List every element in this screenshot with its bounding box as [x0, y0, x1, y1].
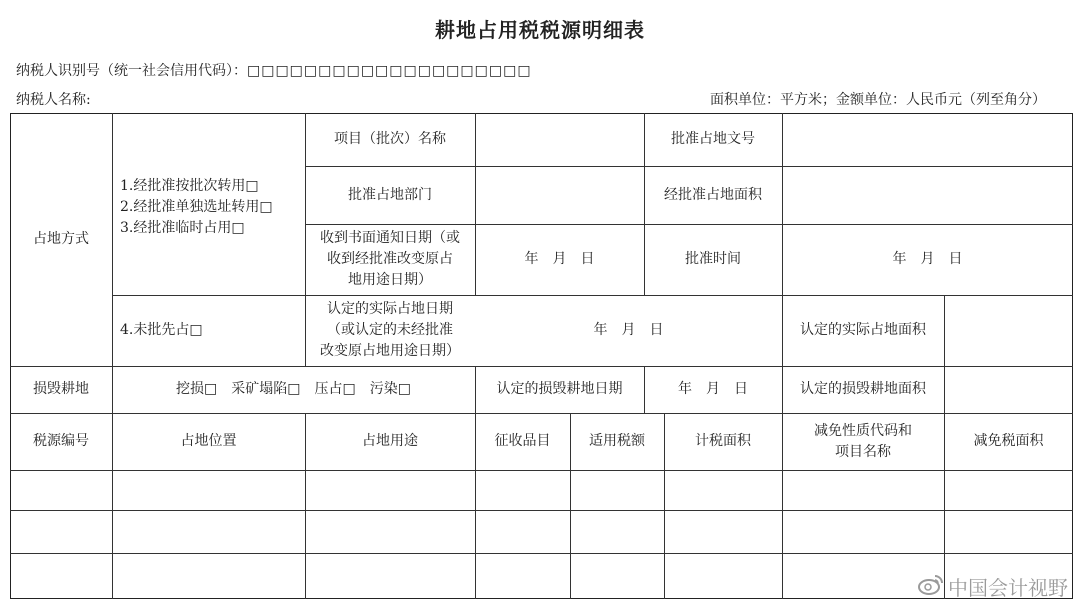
watermark-text: 中国会计视野: [948, 576, 1068, 600]
col-source-no: 税源编号: [33, 433, 89, 449]
approved-options: [112, 113, 305, 295]
approval-dept-input[interactable]: [475, 166, 644, 224]
weibo-icon: [918, 573, 944, 600]
form-title: 耕地占用税税源明细表: [435, 18, 645, 42]
option-batch[interactable]: 1.经批准按批次转用□: [120, 177, 259, 194]
damage-options[interactable]: 挖损□ 采矿塌陷□ 压占□ 污染□: [176, 381, 411, 397]
project-name-label: 项目（批次）名称: [334, 131, 446, 147]
approval-doc-input[interactable]: [782, 113, 1073, 166]
option-temporary[interactable]: 3.经批准临时占用□: [120, 219, 245, 236]
damage-label: 损毁耕地: [33, 381, 89, 397]
approval-doc-label: 批准占地文号: [671, 131, 755, 147]
taxpayer-id-boxes[interactable]: □□□□□□□□□□□□□□□□□□□□: [247, 63, 532, 79]
taxpayer-id-row: [16, 60, 532, 80]
taxpayer-id-label: 纳税人识别号（统一社会信用代码）：: [16, 63, 247, 79]
notice-date-input[interactable]: 年 月 日: [524, 251, 595, 267]
units-note: 面积单位：平方米；金额单位：人民币元（列至角分）: [710, 92, 1046, 108]
approved-area-input[interactable]: [782, 166, 1073, 224]
actual-area-label: 认定的实际占地面积: [800, 322, 926, 338]
col-area: 计税面积: [695, 433, 751, 449]
approval-dept-label: 批准占地部门: [348, 186, 432, 203]
col-rate: 适用税额: [589, 433, 645, 449]
option-single-site[interactable]: 2.经批准单独选址转用□: [120, 198, 273, 215]
project-name-input[interactable]: [475, 113, 644, 166]
damage-area-label: 认定的损毁耕地面积: [800, 381, 926, 397]
approved-area-label: 经批准占地面积: [664, 186, 762, 203]
taxpayer-name-label: 纳税人名称:: [16, 92, 91, 108]
approval-time-label: 批准时间: [685, 251, 741, 267]
watermark: [918, 572, 1068, 601]
col-usage: 占地用途: [362, 433, 418, 449]
table-row[interactable]: [10, 510, 1073, 553]
actual-date-label: 认定的实际占地日期 （或认定的未经批准 改变原占地用途日期）: [320, 301, 460, 359]
damage-date-label: 认定的损毁耕地日期: [496, 381, 623, 397]
option-unapproved[interactable]: 4.未批先占□: [120, 322, 203, 338]
table-row[interactable]: [10, 553, 1073, 599]
notice-date-label: 收到书面通知日期（或 收到经批准改变原占 地用途日期）: [320, 230, 460, 288]
col-location: 占地位置: [180, 433, 237, 449]
damage-date-input[interactable]: 年 月 日: [678, 381, 748, 397]
actual-area-input[interactable]: [944, 295, 1073, 366]
damage-area-input[interactable]: [944, 366, 1073, 413]
table-row[interactable]: [10, 470, 1073, 510]
occupation-method-label: 占地方式: [33, 231, 89, 247]
col-item: 征收品目: [494, 433, 551, 449]
actual-date-input[interactable]: 年 月 日: [593, 322, 664, 338]
col-relief-code: 减免性质代码和 项目名称: [814, 422, 912, 460]
col-relief-area: 减免税面积: [973, 433, 1044, 449]
approval-time-input[interactable]: 年 月 日: [892, 251, 963, 267]
